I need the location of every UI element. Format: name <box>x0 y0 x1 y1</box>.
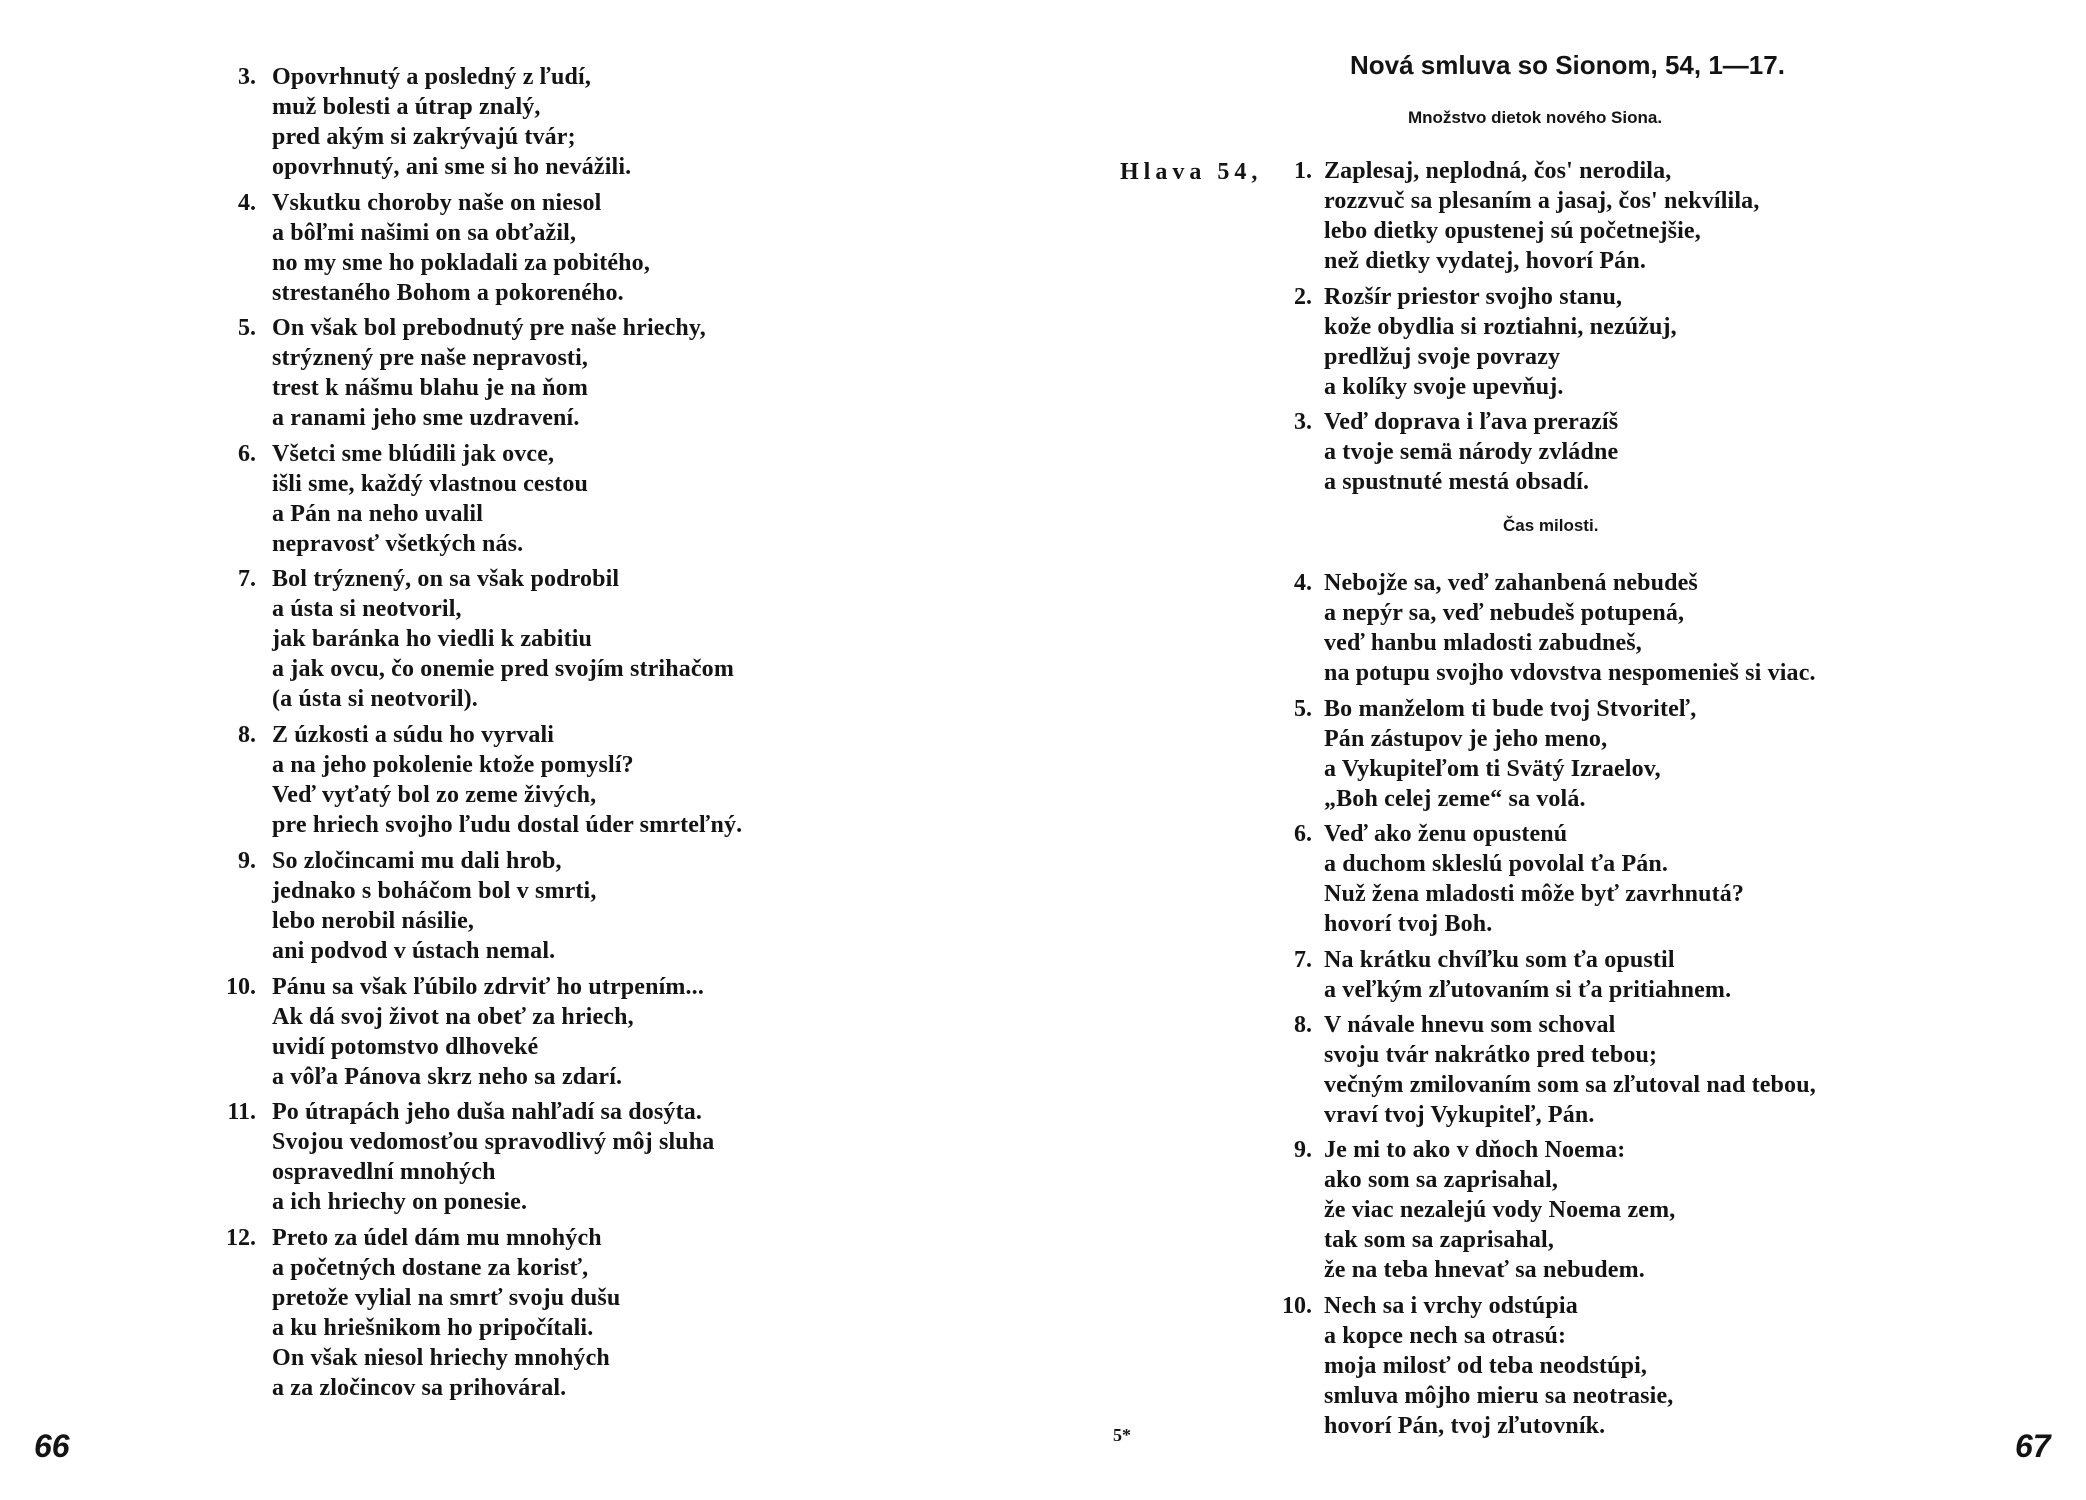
verse-line: večným zmilovaním som sa zľutoval nad tebou, <box>1324 1071 1816 1098</box>
verse-line: Vskutku choroby naše on niesol <box>272 189 602 216</box>
verse-number: 3. <box>1294 409 1312 436</box>
verse-line: a duchom skleslú povolal ťa Pán. <box>1324 851 1669 878</box>
verse-line: a početných dostane za korisť, <box>272 1254 589 1281</box>
verse-line: vraví tvoj Vykupiteľ, Pán. <box>1324 1101 1595 1128</box>
verse-line: Všetci sme blúdili jak ovce, <box>272 440 555 467</box>
verse-line: na potupu svojho vdovstva nespomenieš si viac. <box>1324 660 1816 686</box>
verse-line: Nuž žena mladosti môže byť zavrhnutá? <box>1324 881 1745 908</box>
verse-line: Veď doprava i ľava prerazíš <box>1324 409 1619 436</box>
verse-number: 7. <box>1294 946 1312 973</box>
verse-line: uvidí potomstvo dlhoveké <box>272 1033 539 1060</box>
verse-line: veď hanbu mladosti zabudneš, <box>1324 630 1642 656</box>
verse-line: hovorí tvoj Boh. <box>1324 911 1493 938</box>
verse-line: ako som sa zaprisahal, <box>1324 1167 1558 1194</box>
verse-line: Nech sa i vrchy odstúpia <box>1324 1293 1578 1320</box>
verse-line: Svojou vedomosťou spravodlivý môj sluha <box>272 1129 715 1156</box>
verse-line: opovrhnutý, ani sme si ho nevážili. <box>272 154 632 180</box>
verse-number: 2. <box>1294 283 1312 310</box>
verse-number: 11. <box>227 1099 256 1126</box>
page-number-left: 66 <box>34 1428 70 1464</box>
verse-line: Nebojže sa, veď zahanbená nebudeš <box>1324 570 1698 596</box>
verse-line: a Pán na neho uvalil <box>272 500 484 527</box>
verse-line: a ku hriešnikom ho pripočítali. <box>272 1314 594 1341</box>
verse-line: Ak dá svoj život na obeť za hriech, <box>272 1003 634 1030</box>
verse-line: Rozšír priestor svojho stanu, <box>1324 283 1623 310</box>
verse-line: že na teba hnevať sa nebudem. <box>1324 1257 1645 1284</box>
verse-number: 3. <box>238 64 256 90</box>
verse-line: „Boh celej zeme“ sa volá. <box>1324 785 1586 812</box>
verse-line: predlžuj svoje povrazy <box>1324 343 1561 370</box>
verse-line: a kopce nech sa otrasú: <box>1324 1323 1567 1350</box>
verse-line: strýznený pre naše nepravosti, <box>272 345 589 372</box>
verse-line: lebo nerobil násilie, <box>272 908 475 934</box>
verse-number: 8. <box>238 722 256 749</box>
verse-line: rozzvuč sa plesaním a jasaj, čos' nekvílila, <box>1324 188 1760 214</box>
verse-number: 6. <box>1294 821 1312 848</box>
verse-line: a vôľa Pánova skrz neho sa zdarí. <box>272 1063 623 1090</box>
verse-line: Bol trýznený, on sa však podrobil <box>272 566 620 593</box>
verse-line: Zaplesaj, neplodná, čos' nerodila, <box>1324 158 1672 184</box>
verse-number: 8. <box>1294 1011 1312 1038</box>
verse-number: 10. <box>1282 1293 1312 1320</box>
verse-line: Opovrhnutý a posledný z ľudí, <box>272 64 592 90</box>
verse-line: jednako s boháčom bol v smrti, <box>272 878 597 904</box>
verse-line: (a ústa si neotvoril). <box>272 686 478 713</box>
verse-line: a za zločincov sa prihováral. <box>272 1374 567 1401</box>
verse-number: 7. <box>238 566 256 593</box>
verse-number: 9. <box>1294 1137 1312 1164</box>
verse-number: 4. <box>238 189 256 216</box>
verse-line: a kolíky svoje upevňuj. <box>1324 373 1564 400</box>
page-number-right: 67 <box>2015 1428 2051 1464</box>
verse-line: kože obydlia si roztiahni, nezúžuj, <box>1324 313 1677 340</box>
verse-line: pred akým si zakrývajú tvár; <box>272 124 576 150</box>
verse-line: išli sme, každý vlastnou cestou <box>272 470 589 497</box>
verse-line: smluva môjho mieru sa neotrasie, <box>1324 1383 1674 1410</box>
verse-number: 10. <box>226 973 256 1000</box>
verse-line: Je mi to ako v dňoch Noema: <box>1324 1137 1626 1164</box>
verse-line: V návale hnevu som schoval <box>1324 1011 1616 1038</box>
verse-line: Veď vyťatý bol zo zeme živých, <box>272 782 597 809</box>
verse-line: a Vykupiteľom ti Svätý Izraelov, <box>1324 755 1661 782</box>
verse-line: svoju tvár nakrátko pred tebou; <box>1324 1041 1658 1068</box>
verse-line: a jak ovcu, čo onemie pred svojím strihačom <box>272 656 734 683</box>
verse-line: že viac nezalejú vody Noema zem, <box>1324 1197 1676 1224</box>
verse-line: hovorí Pán, tvoj zľutovník. <box>1324 1413 1606 1440</box>
verse-line: a ústa si neotvoril, <box>272 596 462 623</box>
verse-line: So zločincami mu dali hrob, <box>272 848 562 874</box>
verse-number: 6. <box>238 440 256 467</box>
verse-number: 4. <box>1294 570 1312 596</box>
verse-line: pretože vylial na smrť svoju dušu <box>272 1284 621 1311</box>
verse-line: On však niesol hriechy mnohých <box>272 1344 610 1371</box>
verse-line: tak som sa zaprisahal, <box>1324 1227 1554 1254</box>
verse-line: ani podvod v ústach nemal. <box>272 938 556 964</box>
verse-line: lebo dietky opustenej sú početnejšie, <box>1324 218 1701 244</box>
verse-line: a ranami jeho sme uzdravení. <box>272 405 580 432</box>
verse-line: než dietky vydatej, hovorí Pán. <box>1324 248 1646 274</box>
verse-line: trest k nášmu blahu je na ňom <box>272 375 588 402</box>
verse-line: strestaného Bohom a pokoreného. <box>272 279 624 306</box>
verse-line: a tvoje semä národy zvládne <box>1324 439 1619 466</box>
verse-number: 12. <box>226 1224 256 1251</box>
verse-line: Pánu sa však ľúbilo zdrviť ho utrpením... <box>272 973 704 1000</box>
verse-line: a na jeho pokolenie ktože pomyslí? <box>272 752 634 779</box>
verse-line: Veď ako ženu opustenú <box>1324 821 1568 848</box>
verse-line: nepravosť všetkých nás. <box>272 530 524 557</box>
verse-line: ospravedlní mnohých <box>272 1159 496 1186</box>
section-subtitle-2: Čas milosti. <box>1503 516 1599 535</box>
verse-line: a ich hriechy on ponesie. <box>272 1189 528 1216</box>
verse-line: a nepýr sa, veď nebudeš potupená, <box>1324 600 1685 626</box>
verse-line: Po útrapách jeho duša nahľadí sa dosýta. <box>272 1099 703 1126</box>
verse-line: jak baránka ho viedli k zabitiu <box>272 626 593 653</box>
verse-line: a bôľmi našimi on sa obťažil, <box>272 219 577 246</box>
verse-line: a spustnuté mestá obsadí. <box>1324 469 1590 496</box>
verse-line: On však bol prebodnutý pre naše hriechy, <box>272 315 706 342</box>
verse-line: pre hriech svojho ľudu dostal úder smrteľný. <box>272 812 743 839</box>
verse-line: muž bolesti a útrap znalý, <box>272 94 541 120</box>
verse-number: 5. <box>1294 695 1312 722</box>
section-title: Nová smluva so Sionom, 54, 1—17. <box>1350 50 1785 80</box>
section-subtitle: Množstvo dietok nového Siona. <box>1408 108 1663 127</box>
verse-line: a veľkým zľutovaním si ťa pritiahnem. <box>1324 976 1732 1003</box>
verse-line: Z úzkosti a súdu ho vyrvali <box>272 722 555 749</box>
verse-line: Bo manželom ti bude tvoj Stvoriteľ, <box>1324 695 1697 722</box>
verse-number: 5. <box>238 315 256 342</box>
verse-number: 1. <box>1294 158 1312 184</box>
verse-line: moja milosť od teba neodstúpi, <box>1324 1353 1648 1380</box>
chapter-label: Hlava 54, <box>1120 159 1263 185</box>
verse-number: 9. <box>238 848 256 874</box>
verse-line: Pán zástupov je jeho meno, <box>1324 725 1608 752</box>
verse-line: no my sme ho pokladali za pobitého, <box>272 249 650 276</box>
signature-mark: 5* <box>1113 1425 1131 1445</box>
verse-line: Na krátku chvíľku som ťa opustil <box>1324 946 1675 973</box>
verse-line: Preto za údel dám mu mnohých <box>272 1224 602 1251</box>
